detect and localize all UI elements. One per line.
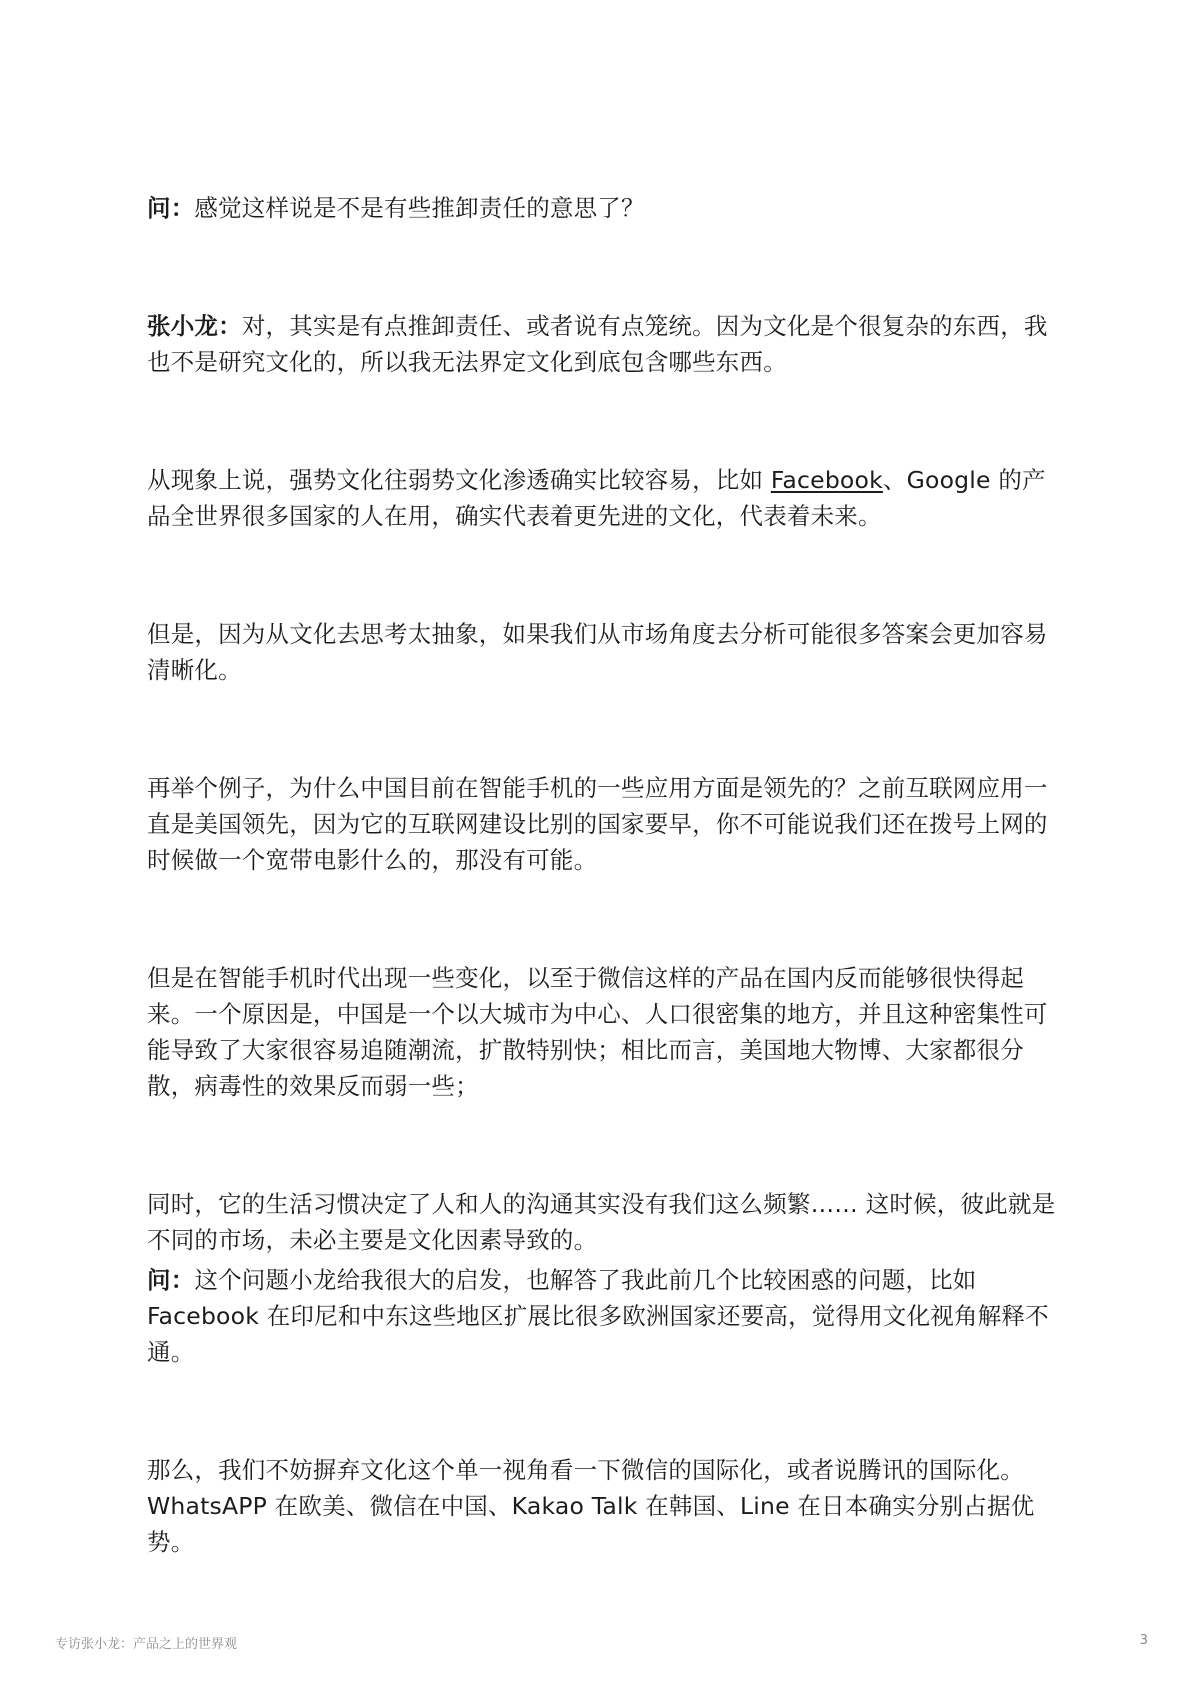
paragraph-3: 但是，因为从文化去思考太抽象，如果我们从市场角度去分析可能很多答案会更加容易清晰化。 xyxy=(147,620,1048,684)
question-text: 这个问题小龙给我很大的启发，也解答了我此前几个比较困惑的问题，比如 Facebook 在印尼和中东这些地区扩展比很多欧洲国家还要高，觉得用文化视角解释不通。 xyxy=(147,1266,1049,1366)
speaker-label: 张小龙： xyxy=(147,312,242,340)
question-paragraph-2 xyxy=(147,1262,1057,1370)
speaker-label: 问： xyxy=(147,194,195,222)
answer-text: 对，其实是有点推卸责任、或者说有点笼统。因为文化是个很复杂的东西，我也不是研究文化的，所以我无法界定文化到底包含哪些东西。 xyxy=(147,312,1048,376)
paragraph-2: 从现象上说，强势文化往弱势文化渗透确实比较容易，比如 Facebook、Google 的产品全世界很多国家的人在用，确实代表着更先进的文化，代表着未来。 xyxy=(147,466,1046,530)
article-body xyxy=(147,190,1057,1560)
paragraph-4: 再举个例子，为什么中国目前在智能手机的一些应用方面是领先的？之前互联网应用一直是美国领先，因为它的互联网建设比别的国家要早，你不可能说我们还在拨号上网的时候做一个宽带电影什么的，那没有可能。 xyxy=(147,774,1048,874)
paragraph-6: 同时，它的生活习惯决定了人和人的沟通其实没有我们这么频繁…… 这时候，彼此就是不同的市场，未必主要是文化因素导致的。 xyxy=(147,1190,1056,1254)
question-text: 感觉这样说是不是有些推卸责任的意思了？ xyxy=(194,194,645,222)
facebook-link[interactable]: Facebook xyxy=(770,466,883,494)
question-paragraph-1 xyxy=(147,190,1057,226)
answer-paragraph-1 xyxy=(147,308,1057,380)
page-number: 3 xyxy=(1139,1633,1148,1648)
speaker-label: 问： xyxy=(147,1266,195,1294)
paragraph-7: 那么，我们不妨摒弃文化这个单一视角看一下微信的国际化，或者说腾讯的国际化。WhatsAPP 在欧美、微信在中国、Kakao Talk 在韩国、Line 在日本确实分别占据优势。 xyxy=(147,1456,1035,1556)
footer-title: 专访张小龙：产品之上的世界观 xyxy=(55,1637,238,1652)
paragraph-5: 但是在智能手机时代出现一些变化，以至于微信这样的产品在国内反而能够很快得起来。一个原因是，中国是一个以大城市为中心、人口很密集的地方，并且这种密集性可能导致了大家很容易追随潮流，扩散特别快；相比而言，美国地大物博、大家都很分散，病毒性的效果反而弱一些； xyxy=(147,964,1048,1100)
